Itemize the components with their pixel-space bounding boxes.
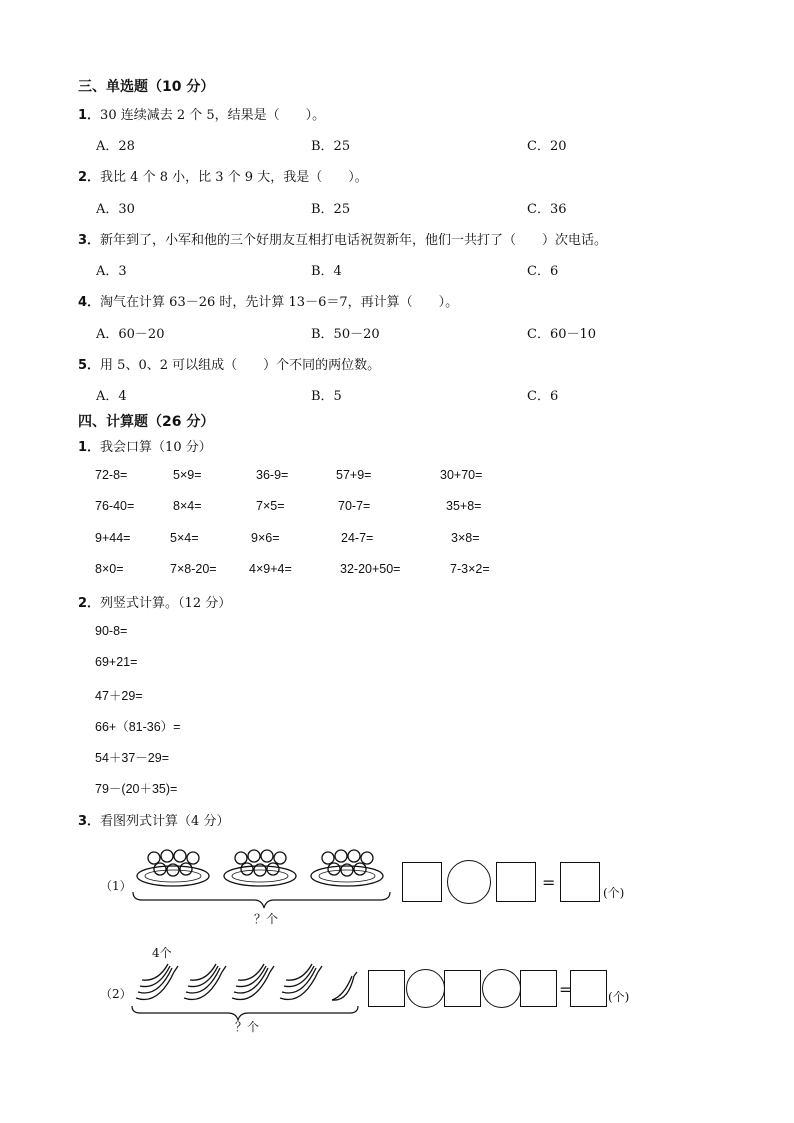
calc-question-3 [78, 810, 229, 829]
question-number: 2． [78, 170, 101, 185]
operator-circle[interactable] [447, 860, 491, 904]
question-text: 列竖式计算。（12 分） [100, 596, 232, 611]
question-text: 我比 4 个 8 小，比 3 个 9 大，我是（ ）。 [100, 170, 368, 185]
question-3 [78, 229, 607, 248]
option-a[interactable]: A．60－20 [96, 327, 165, 342]
apple-plate-icon [137, 850, 209, 886]
question-number: 4． [78, 295, 101, 310]
section-title-calc: 四、计算题（26 分） [78, 414, 215, 430]
oral-item: 35+8= [446, 499, 482, 513]
vertical-item: 90-8= [95, 624, 128, 638]
answer-box[interactable] [560, 862, 600, 902]
answer-box[interactable] [402, 862, 442, 902]
pic2-question: ？个 [235, 1020, 260, 1034]
apple-plate-icon [224, 850, 296, 886]
answer-box[interactable] [444, 970, 481, 1007]
calc-question-2 [78, 592, 231, 611]
question-text: 用 5、0、2 可以组成（ ）个不同的两位数。 [100, 358, 381, 373]
answer-box[interactable] [570, 970, 607, 1007]
option-c[interactable]: C．6 [527, 389, 559, 404]
banana-bunch-icon [232, 964, 274, 1000]
option-b[interactable]: B．50－20 [311, 327, 380, 342]
oral-item: 5×9= [173, 468, 202, 482]
question-2 [78, 166, 368, 185]
question-number: 2． [78, 596, 101, 611]
operator-circle[interactable] [406, 969, 445, 1008]
oral-item: 36-9= [256, 468, 289, 482]
question-number: 5． [78, 358, 101, 373]
banana-bunch-icon [184, 964, 226, 1000]
answer-box[interactable] [496, 862, 536, 902]
option-c[interactable]: C．20 [527, 139, 567, 154]
oral-item: 24-7= [341, 531, 374, 545]
option-b[interactable]: B．4 [311, 264, 342, 279]
oral-item: 32-20+50= [340, 562, 401, 576]
unit-label: (个) [603, 886, 625, 900]
option-c[interactable]: C．6 [527, 264, 559, 279]
oral-item: 8×4= [173, 499, 202, 513]
question-5 [78, 354, 380, 373]
question-number: 1． [78, 440, 101, 455]
option-c[interactable]: C．60－10 [527, 327, 597, 342]
vertical-item: 79－(20＋35)= [95, 782, 178, 796]
pic1-label: （1） [100, 879, 132, 893]
apple-plate-icon [311, 850, 383, 886]
equals-sign: = [559, 980, 573, 999]
option-a[interactable]: A．4 [96, 389, 127, 404]
brace-icon [133, 892, 390, 908]
pic1-question: ？个 [254, 912, 279, 926]
vertical-item: 66+（81-36）= [95, 720, 181, 734]
unit-label: (个) [608, 990, 630, 1004]
banana-bunch-icon [280, 964, 322, 1000]
oral-item: 3×8= [451, 531, 480, 545]
question-text: 新年到了，小军和他的三个好朋友互相打电话祝贺新年，他们一共打了（ ）次电话。 [100, 233, 608, 248]
option-a[interactable]: A．28 [96, 139, 135, 154]
question-1 [78, 104, 325, 123]
oral-item: 30+70= [440, 468, 483, 482]
oral-item: 4×9+4= [249, 562, 292, 576]
option-a[interactable]: A．30 [96, 202, 135, 217]
oral-item: 9+44= [95, 531, 131, 545]
question-text: 我会口算（10 分） [100, 440, 212, 455]
oral-item: 72-8= [95, 468, 128, 482]
oral-item: 76-40= [95, 499, 135, 513]
oral-item: 8×0= [95, 562, 124, 576]
option-b[interactable]: B．5 [311, 389, 342, 404]
answer-box[interactable] [368, 970, 405, 1007]
oral-item: 7-3×2= [450, 562, 490, 576]
question-number: 3． [78, 814, 101, 829]
oral-item: 7×5= [256, 499, 285, 513]
oral-item: 9×6= [251, 531, 280, 545]
calc-question-1 [78, 436, 212, 455]
option-b[interactable]: B．25 [311, 202, 351, 217]
question-number: 3． [78, 233, 101, 248]
equals-sign: = [542, 873, 556, 892]
vertical-item: 54＋37－29= [95, 751, 170, 765]
operator-circle[interactable] [482, 969, 521, 1008]
question-number: 1． [78, 108, 101, 123]
pic2-label: （2） [100, 987, 132, 1001]
answer-box[interactable] [520, 970, 557, 1007]
question-text: 30 连续减去 2 个 5，结果是（ ）。 [100, 108, 326, 123]
banana-bunch-icon [136, 964, 178, 1000]
question-text: 淘气在计算 63－26 时，先计算 13－6＝7，再计算（ ）。 [100, 295, 459, 310]
option-b[interactable]: B．25 [311, 139, 351, 154]
oral-item: 57+9= [336, 468, 372, 482]
option-c[interactable]: C．36 [527, 202, 567, 217]
vertical-item: 69+21= [95, 655, 138, 669]
oral-item: 70-7= [338, 499, 371, 513]
vertical-item: 47＋29= [95, 689, 143, 703]
single-banana-icon [332, 972, 357, 1000]
oral-item: 5×4= [170, 531, 199, 545]
option-a[interactable]: A．3 [96, 264, 127, 279]
question-4 [78, 291, 458, 310]
pic2-top-label: 4个 [152, 946, 172, 960]
oral-item: 7×8-20= [170, 562, 217, 576]
section-title-mcq: 三、单选题（10 分） [78, 79, 215, 95]
question-text: 看图列式计算（4 分） [100, 814, 230, 829]
